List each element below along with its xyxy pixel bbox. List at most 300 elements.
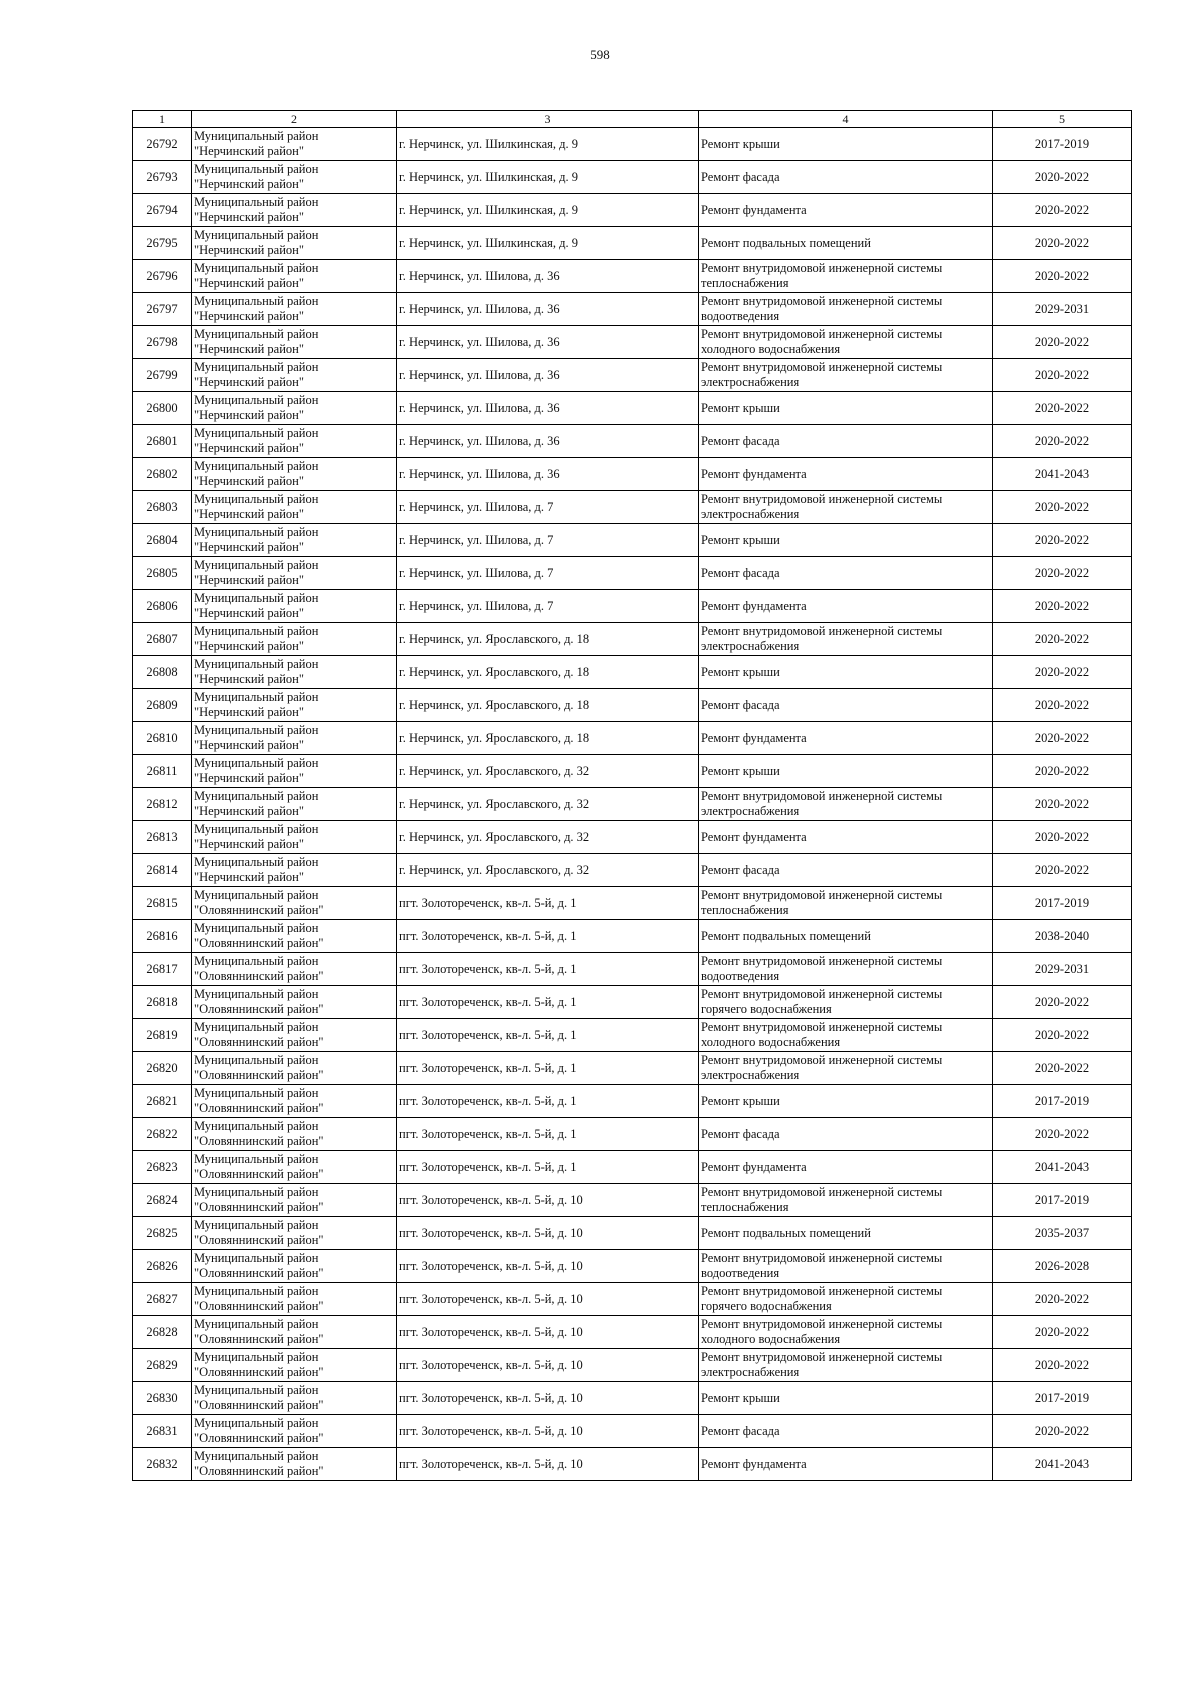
work-type-line: Ремонт фасада (701, 169, 780, 184)
table-row (133, 1382, 1132, 1415)
period-cell: 2020-2022 (993, 227, 1132, 260)
municipality-cell (192, 260, 397, 293)
address-cell: г. Нерчинск, ул. Шилова, д. 36 (397, 359, 699, 392)
row-number-cell: 26832 (133, 1448, 192, 1481)
work-type-cell (699, 920, 993, 953)
work-type-line: Ремонт внутридомовой инженерной системы (701, 1185, 943, 1199)
period-cell: 2020-2022 (993, 1349, 1132, 1382)
table-row (133, 821, 1132, 854)
municipality-cell (192, 722, 397, 755)
work-type-line: Ремонт внутридомовой инженерной системы (701, 888, 943, 902)
municipality-line: "Оловяннинский район" (194, 1233, 324, 1247)
period-cell: 2026-2028 (993, 1250, 1132, 1283)
municipality-line: "Оловяннинский район" (194, 1266, 324, 1280)
municipality-line: Муниципальный район (194, 1152, 319, 1166)
municipality-line: Муниципальный район (194, 1317, 319, 1331)
row-number-cell: 26818 (133, 986, 192, 1019)
municipality-line: Муниципальный район (194, 1218, 319, 1232)
row-number-cell: 26797 (133, 293, 192, 326)
period-cell: 2020-2022 (993, 557, 1132, 590)
municipality-line: Муниципальный район (194, 1251, 319, 1265)
municipality-line: Муниципальный район (194, 921, 319, 935)
repair-schedule-table (132, 110, 1132, 1481)
period-cell: 2017-2019 (993, 128, 1132, 161)
column-number-row (133, 111, 1132, 128)
municipality-cell (192, 425, 397, 458)
row-number-cell: 26821 (133, 1085, 192, 1118)
row-number-cell: 26805 (133, 557, 192, 590)
row-number-cell: 26829 (133, 1349, 192, 1382)
work-type-line: холодного водоснабжения (701, 1332, 841, 1346)
work-type-line: электроснабжения (701, 1068, 800, 1082)
table-body (133, 128, 1132, 1481)
work-type-cell (699, 1085, 993, 1118)
municipality-cell (192, 293, 397, 326)
work-type-line: Ремонт внутридомовой инженерной системы (701, 294, 943, 308)
municipality-line: "Нерчинский район" (194, 573, 304, 587)
municipality-line: "Нерчинский район" (194, 507, 304, 521)
address-cell: пгт. Золотореченск, кв-л. 5-й, д. 10 (397, 1250, 699, 1283)
municipality-line: "Нерчинский район" (194, 474, 304, 488)
period-cell: 2020-2022 (993, 1052, 1132, 1085)
municipality-line: Муниципальный район (194, 162, 319, 176)
row-number-cell: 26823 (133, 1151, 192, 1184)
municipality-line: Муниципальный район (194, 1284, 319, 1298)
period-cell: 2041-2043 (993, 1448, 1132, 1481)
municipality-line: Муниципальный район (194, 492, 319, 506)
municipality-line: Муниципальный район (194, 756, 319, 770)
municipality-line: "Нерчинский район" (194, 408, 304, 422)
work-type-line: Ремонт внутридомовой инженерной системы (701, 1350, 943, 1364)
municipality-line: "Нерчинский район" (194, 837, 304, 851)
table-row (133, 524, 1132, 557)
row-number-cell: 26806 (133, 590, 192, 623)
work-type-cell (699, 1448, 993, 1481)
work-type-cell (699, 491, 993, 524)
period-cell: 2020-2022 (993, 755, 1132, 788)
work-type-line: Ремонт внутридомовой инженерной системы (701, 1053, 943, 1067)
table-row (133, 656, 1132, 689)
row-number-cell: 26801 (133, 425, 192, 458)
municipality-cell (192, 326, 397, 359)
municipality-line: "Нерчинский район" (194, 309, 304, 323)
work-type-line: горячего водоснабжения (701, 1299, 832, 1313)
table-row (133, 1283, 1132, 1316)
period-cell: 2017-2019 (993, 1184, 1132, 1217)
row-number-cell: 26817 (133, 953, 192, 986)
period-cell: 2020-2022 (993, 656, 1132, 689)
municipality-line: Муниципальный район (194, 1119, 319, 1133)
municipality-line: Муниципальный район (194, 261, 319, 275)
work-type-cell (699, 557, 993, 590)
table-row (133, 1415, 1132, 1448)
address-cell: г. Нерчинск, ул. Ярославского, д. 32 (397, 821, 699, 854)
municipality-line: Муниципальный район (194, 195, 319, 209)
address-cell: г. Нерчинск, ул. Шилкинская, д. 9 (397, 194, 699, 227)
work-type-line: Ремонт внутридомовой инженерной системы (701, 789, 943, 803)
address-cell: г. Нерчинск, ул. Шилова, д. 7 (397, 557, 699, 590)
table-row (133, 557, 1132, 590)
work-type-cell (699, 326, 993, 359)
period-cell: 2020-2022 (993, 194, 1132, 227)
municipality-cell (192, 1151, 397, 1184)
work-type-line: теплоснабжения (701, 1200, 789, 1214)
period-cell: 2020-2022 (993, 788, 1132, 821)
work-type-cell (699, 722, 993, 755)
work-type-cell (699, 425, 993, 458)
work-type-cell (699, 1019, 993, 1052)
municipality-line: Муниципальный район (194, 1350, 319, 1364)
work-type-line: горячего водоснабжения (701, 1002, 832, 1016)
municipality-line: "Нерчинский район" (194, 606, 304, 620)
work-type-line: Ремонт крыши (701, 136, 780, 151)
municipality-cell (192, 590, 397, 623)
period-cell: 2020-2022 (993, 722, 1132, 755)
municipality-line: "Нерчинский район" (194, 210, 304, 224)
period-cell: 2020-2022 (993, 524, 1132, 557)
municipality-cell (192, 1283, 397, 1316)
municipality-line: Муниципальный район (194, 525, 319, 539)
address-cell: пгт. Золотореченск, кв-л. 5-й, д. 1 (397, 1118, 699, 1151)
address-cell: г. Нерчинск, ул. Шилкинская, д. 9 (397, 227, 699, 260)
address-cell: пгт. Золотореченск, кв-л. 5-й, д. 10 (397, 1448, 699, 1481)
period-cell: 2029-2031 (993, 293, 1132, 326)
municipality-cell (192, 557, 397, 590)
work-type-cell (699, 755, 993, 788)
address-cell: г. Нерчинск, ул. Ярославского, д. 32 (397, 854, 699, 887)
municipality-line: "Оловяннинский район" (194, 1365, 324, 1379)
work-type-line: Ремонт внутридомовой инженерной системы (701, 261, 943, 275)
work-type-line: Ремонт внутридомовой инженерной системы (701, 1251, 943, 1265)
municipality-cell (192, 953, 397, 986)
address-cell: пгт. Золотореченск, кв-л. 5-й, д. 1 (397, 1052, 699, 1085)
municipality-cell (192, 524, 397, 557)
work-type-line: Ремонт крыши (701, 532, 780, 547)
address-cell: г. Нерчинск, ул. Шилова, д. 36 (397, 260, 699, 293)
table-row (133, 788, 1132, 821)
column-header-5: 5 (993, 111, 1132, 128)
municipality-line: Муниципальный район (194, 657, 319, 671)
work-type-cell (699, 458, 993, 491)
work-type-cell (699, 887, 993, 920)
period-cell: 2020-2022 (993, 425, 1132, 458)
address-cell: пгт. Золотореченск, кв-л. 5-й, д. 1 (397, 887, 699, 920)
work-type-line: Ремонт крыши (701, 664, 780, 679)
address-cell: г. Нерчинск, ул. Шилова, д. 36 (397, 326, 699, 359)
work-type-cell (699, 1151, 993, 1184)
work-type-line: Ремонт фасада (701, 697, 780, 712)
municipality-cell (192, 1415, 397, 1448)
work-type-line: Ремонт внутридомовой инженерной системы (701, 1317, 943, 1331)
table-row (133, 260, 1132, 293)
work-type-cell (699, 854, 993, 887)
work-type-line: Ремонт фундамента (701, 466, 807, 481)
municipality-line: Муниципальный район (194, 129, 319, 143)
work-type-cell (699, 623, 993, 656)
address-cell: пгт. Золотореченск, кв-л. 5-й, д. 10 (397, 1283, 699, 1316)
municipality-cell (192, 1250, 397, 1283)
work-type-cell (699, 1184, 993, 1217)
row-number-cell: 26816 (133, 920, 192, 953)
row-number-cell: 26798 (133, 326, 192, 359)
municipality-line: Муниципальный район (194, 1185, 319, 1199)
work-type-line: Ремонт фундамента (701, 730, 807, 745)
work-type-cell (699, 1118, 993, 1151)
period-cell: 2020-2022 (993, 1118, 1132, 1151)
municipality-line: "Оловяннинский район" (194, 903, 324, 917)
address-cell: пгт. Золотореченск, кв-л. 5-й, д. 1 (397, 1019, 699, 1052)
municipality-cell (192, 986, 397, 1019)
work-type-cell (699, 590, 993, 623)
municipality-line: Муниципальный район (194, 822, 319, 836)
table-row (133, 854, 1132, 887)
municipality-cell (192, 788, 397, 821)
municipality-line: Муниципальный район (194, 360, 319, 374)
period-cell: 2035-2037 (993, 1217, 1132, 1250)
municipality-cell (192, 392, 397, 425)
municipality-cell (192, 1448, 397, 1481)
row-number-cell: 26792 (133, 128, 192, 161)
table-row (133, 722, 1132, 755)
work-type-line: Ремонт фасада (701, 565, 780, 580)
address-cell: пгт. Золотореченск, кв-л. 5-й, д. 10 (397, 1415, 699, 1448)
row-number-cell: 26800 (133, 392, 192, 425)
municipality-line: "Оловяннинский район" (194, 1200, 324, 1214)
column-header-4: 4 (699, 111, 993, 128)
row-number-cell: 26802 (133, 458, 192, 491)
row-number-cell: 26825 (133, 1217, 192, 1250)
table-row (133, 1184, 1132, 1217)
row-number-cell: 26826 (133, 1250, 192, 1283)
municipality-cell (192, 227, 397, 260)
table-row (133, 920, 1132, 953)
address-cell: пгт. Золотореченск, кв-л. 5-й, д. 1 (397, 1151, 699, 1184)
address-cell: г. Нерчинск, ул. Шилова, д. 36 (397, 293, 699, 326)
work-type-line: электроснабжения (701, 804, 800, 818)
work-type-line: Ремонт подвальных помещений (701, 235, 871, 250)
work-type-line: Ремонт фундамента (701, 1159, 807, 1174)
row-number-cell: 26795 (133, 227, 192, 260)
municipality-line: "Нерчинский район" (194, 144, 304, 158)
municipality-line: "Нерчинский район" (194, 804, 304, 818)
address-cell: г. Нерчинск, ул. Ярославского, д. 18 (397, 656, 699, 689)
period-cell: 2020-2022 (993, 623, 1132, 656)
municipality-cell (192, 755, 397, 788)
table-row (133, 1250, 1132, 1283)
work-type-line: электроснабжения (701, 1365, 800, 1379)
period-cell: 2017-2019 (993, 1085, 1132, 1118)
table-row (133, 359, 1132, 392)
table-row (133, 293, 1132, 326)
row-number-cell: 26822 (133, 1118, 192, 1151)
work-type-cell (699, 161, 993, 194)
municipality-line: "Нерчинский район" (194, 243, 304, 257)
period-cell: 2020-2022 (993, 1415, 1132, 1448)
work-type-line: Ремонт внутридомовой инженерной системы (701, 492, 943, 506)
work-type-line: Ремонт крыши (701, 763, 780, 778)
row-number-cell: 26804 (133, 524, 192, 557)
table-row (133, 161, 1132, 194)
municipality-line: Муниципальный район (194, 624, 319, 638)
address-cell: пгт. Золотореченск, кв-л. 5-й, д. 1 (397, 953, 699, 986)
address-cell: г. Нерчинск, ул. Шилкинская, д. 9 (397, 161, 699, 194)
work-type-line: водоотведения (701, 309, 780, 323)
row-number-cell: 26807 (133, 623, 192, 656)
period-cell: 2020-2022 (993, 491, 1132, 524)
work-type-line: Ремонт внутридомовой инженерной системы (701, 987, 943, 1001)
work-type-cell (699, 128, 993, 161)
table-row (133, 491, 1132, 524)
work-type-line: Ремонт крыши (701, 1390, 780, 1405)
work-type-line: Ремонт фасада (701, 1126, 780, 1141)
municipality-cell (192, 359, 397, 392)
work-type-line: Ремонт фасада (701, 862, 780, 877)
municipality-cell (192, 458, 397, 491)
municipality-line: Муниципальный район (194, 327, 319, 341)
municipality-line: "Оловяннинский район" (194, 1002, 324, 1016)
address-cell: г. Нерчинск, ул. Шилова, д. 36 (397, 425, 699, 458)
work-type-line: Ремонт фасада (701, 1423, 780, 1438)
table-row (133, 194, 1132, 227)
municipality-cell (192, 1019, 397, 1052)
work-type-cell (699, 1217, 993, 1250)
period-cell: 2017-2019 (993, 1382, 1132, 1415)
work-type-cell (699, 1349, 993, 1382)
row-number-cell: 26828 (133, 1316, 192, 1349)
table-row (133, 1349, 1132, 1382)
municipality-line: "Оловяннинский район" (194, 1167, 324, 1181)
municipality-cell (192, 491, 397, 524)
period-cell: 2020-2022 (993, 821, 1132, 854)
row-number-cell: 26819 (133, 1019, 192, 1052)
municipality-line: Муниципальный район (194, 1416, 319, 1430)
period-cell: 2020-2022 (993, 1019, 1132, 1052)
municipality-line: "Оловяннинский район" (194, 936, 324, 950)
row-number-cell: 26820 (133, 1052, 192, 1085)
address-cell: г. Нерчинск, ул. Ярославского, д. 32 (397, 755, 699, 788)
row-number-cell: 26793 (133, 161, 192, 194)
work-type-line: электроснабжения (701, 375, 800, 389)
municipality-line: "Нерчинский район" (194, 540, 304, 554)
work-type-cell (699, 1250, 993, 1283)
municipality-line: "Оловяннинский район" (194, 969, 324, 983)
row-number-cell: 26814 (133, 854, 192, 887)
period-cell: 2038-2040 (993, 920, 1132, 953)
table-row (133, 689, 1132, 722)
municipality-line: Муниципальный район (194, 690, 319, 704)
table-row (133, 623, 1132, 656)
work-type-line: Ремонт крыши (701, 1093, 780, 1108)
municipality-line: Муниципальный район (194, 228, 319, 242)
work-type-cell (699, 524, 993, 557)
municipality-line: Муниципальный район (194, 987, 319, 1001)
municipality-cell (192, 821, 397, 854)
municipality-line: Муниципальный район (194, 855, 319, 869)
period-cell: 2020-2022 (993, 359, 1132, 392)
municipality-cell (192, 623, 397, 656)
work-type-cell (699, 293, 993, 326)
table-row (133, 1019, 1132, 1052)
period-cell: 2020-2022 (993, 326, 1132, 359)
municipality-cell (192, 1052, 397, 1085)
work-type-cell (699, 1415, 993, 1448)
table-row (133, 1118, 1132, 1151)
table-row (133, 458, 1132, 491)
municipality-cell (192, 1217, 397, 1250)
address-cell: г. Нерчинск, ул. Ярославского, д. 18 (397, 722, 699, 755)
municipality-line: Муниципальный район (194, 1383, 319, 1397)
period-cell: 2020-2022 (993, 590, 1132, 623)
table-row (133, 1052, 1132, 1085)
work-type-line: Ремонт подвальных помещений (701, 1225, 871, 1240)
work-type-line: Ремонт внутридомовой инженерной системы (701, 360, 943, 374)
work-type-cell (699, 260, 993, 293)
table-row (133, 953, 1132, 986)
address-cell: г. Нерчинск, ул. Ярославского, д. 18 (397, 623, 699, 656)
municipality-cell (192, 128, 397, 161)
work-type-line: Ремонт фундамента (701, 202, 807, 217)
work-type-cell (699, 359, 993, 392)
row-number-cell: 26810 (133, 722, 192, 755)
work-type-cell (699, 788, 993, 821)
table-row (133, 1085, 1132, 1118)
address-cell: г. Нерчинск, ул. Шилова, д. 7 (397, 524, 699, 557)
table-row (133, 590, 1132, 623)
municipality-line: Муниципальный район (194, 954, 319, 968)
row-number-cell: 26803 (133, 491, 192, 524)
work-type-cell (699, 1283, 993, 1316)
work-type-line: теплоснабжения (701, 903, 789, 917)
work-type-cell (699, 392, 993, 425)
table-row (133, 755, 1132, 788)
row-number-cell: 26824 (133, 1184, 192, 1217)
address-cell: пгт. Золотореченск, кв-л. 5-й, д. 10 (397, 1349, 699, 1382)
table-row (133, 392, 1132, 425)
municipality-cell (192, 1349, 397, 1382)
municipality-line: Муниципальный район (194, 294, 319, 308)
municipality-line: Муниципальный район (194, 393, 319, 407)
work-type-cell (699, 1316, 993, 1349)
municipality-line: Муниципальный район (194, 1086, 319, 1100)
municipality-line: Муниципальный район (194, 888, 319, 902)
column-header-3: 3 (397, 111, 699, 128)
municipality-line: "Оловяннинский район" (194, 1299, 324, 1313)
municipality-cell (192, 1085, 397, 1118)
address-cell: г. Нерчинск, ул. Шилова, д. 7 (397, 491, 699, 524)
municipality-line: "Нерчинский район" (194, 870, 304, 884)
row-number-cell: 26811 (133, 755, 192, 788)
period-cell: 2041-2043 (993, 1151, 1132, 1184)
row-number-cell: 26809 (133, 689, 192, 722)
municipality-cell (192, 656, 397, 689)
row-number-cell: 26812 (133, 788, 192, 821)
work-type-line: водоотведения (701, 969, 780, 983)
work-type-line: теплоснабжения (701, 276, 789, 290)
municipality-cell (192, 1316, 397, 1349)
municipality-line: "Нерчинский район" (194, 441, 304, 455)
municipality-line: "Нерчинский район" (194, 342, 304, 356)
period-cell: 2020-2022 (993, 1283, 1132, 1316)
work-type-line: Ремонт фасада (701, 433, 780, 448)
period-cell: 2020-2022 (993, 161, 1132, 194)
municipality-line: "Нерчинский район" (194, 276, 304, 290)
table-row (133, 1448, 1132, 1481)
work-type-cell (699, 821, 993, 854)
work-type-cell (699, 1052, 993, 1085)
work-type-cell (699, 656, 993, 689)
period-cell: 2020-2022 (993, 689, 1132, 722)
municipality-line: Муниципальный район (194, 459, 319, 473)
